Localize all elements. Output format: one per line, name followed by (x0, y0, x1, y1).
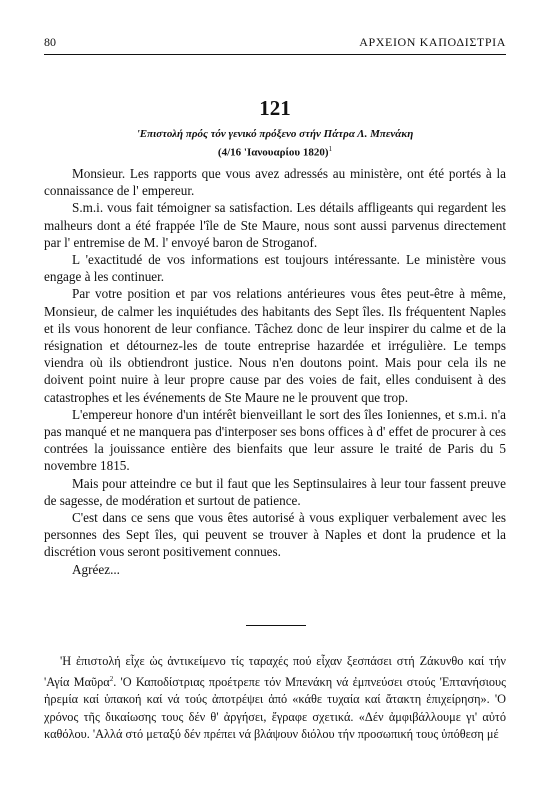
heading-title: 'Επιστολή πρός τόν γενικό πρόξενο στήν Πάτρα Λ. Μπενάκη (136, 128, 414, 140)
letter-number: 121 (259, 96, 291, 120)
letter-body (44, 165, 506, 578)
letter-paragraph: L'empereur honore d'un intérêt bienveillant le sort des îles Ioniennes, et s.m.i. n'a pas manqué et ne manquera pas d'interposer ses bons offices à d' effet de procurer à ces contrées la jouissance entière des bienfaits que leur assure le traité de Paris du 5 novembre 1815. (44, 406, 506, 474)
footnote-note-mark: 2 (109, 674, 114, 683)
letter-closing: Agréez... (72, 561, 120, 577)
letter-paragraph: Monsieur. Les rapports que vous avez adressés au ministère, ont été portés à la connaissance de l' empereur. (44, 166, 506, 199)
page-header (44, 32, 506, 55)
letter-paragraph: Par votre position et par vos relations antérieures vous êtes peut-être à même, Monsieur, de calmer les inquiétudes des habitants des Sept îles. Ils fréquentent Naples et ils vous honorent de leur confiance. Tâchez donc de leur inspirer du calme et de la résignation et détournez-les de toute entreprise hazardée et irrégulière. Le temps viendra où ils obtiendront justice. Nous n'en doutons point. Mais pour cela ils ne doivent point nuire à leur propre cause par des voies de fait, elles conduisent à des catastrophes et les événements de Ste Maure ne le prouvent que trop. (44, 286, 506, 405)
footnote-text-start: 'Η ἐπιστολή εἶχε ὡς ἀντικείμενο τίς ταραχές πού εἶχαν ξεσπάσει στή Ζάκυνθο καί τήν 'Αγία Μαῦρα (44, 654, 506, 689)
heading-note-mark: 1 (328, 145, 333, 153)
running-title: ΑΡΧΕΙΟΝ ΚΑΠΟΔΙΣΤΡΙΑ (359, 35, 506, 49)
letter-paragraph: C'est dans ce sens que vous êtes autorisé à vous expliquer verbalement avec les personnes des Sept îles, qui peuvent se trouver à Naples et dont la prudence et la discrétion vous seront positivement connues. (44, 510, 506, 560)
letter-paragraph: L 'exactitudé de vos informations est toujours intéressante. Le ministère vous engage à les continuer. (44, 252, 506, 285)
page-number: 80 (44, 35, 56, 49)
footnote-paragraph (44, 653, 506, 744)
letter-paragraph: S.m.i. vous fait témoigner sa satisfaction. Les détails affligeants qui regardent les malheurs dont a été frappée l'île de Ste Maure, nous sont aussi parvenus directement par l' entremise de M. l' envoyé baron de Stroganof. (44, 200, 506, 250)
footnote-divider (246, 625, 306, 626)
heading-date: (4/16 'Ιανουαρίου 1820) (217, 146, 329, 159)
heading-date-line (44, 142, 506, 161)
footnote (44, 653, 506, 744)
letter-heading (44, 127, 506, 161)
letter-paragraph: Mais pour atteindre ce but il faut que les Septinsulaires à leur tour fassent preuve de sagesse, de modération et surtout de patience. (44, 475, 506, 508)
footnote-text-end: . 'Ο Καποδίστριας προέτρεπε τόν Μπενάκη νά ἐμπνεύσει στούς 'Επτανήσιους ἠρεμία καί ὑπακοή καί νά τούς ἀποτρέψει ἀπό «κάθε τυχαία καί ἄτακτη ἐπιχείρηση». 'Ο χρόνος τῆς δικαίωσης τους δέν θ' ἀργήσει, ἔγραφε σχετικά. «Δέν ἀμφιβάλλουμε γι' αὐτό καθόλου. 'Αλλά στό μεταξύ δέν πρέπει νά βλάψουν διόλου τήν προσωπική τους ὑπόθεση μέ (44, 674, 506, 742)
